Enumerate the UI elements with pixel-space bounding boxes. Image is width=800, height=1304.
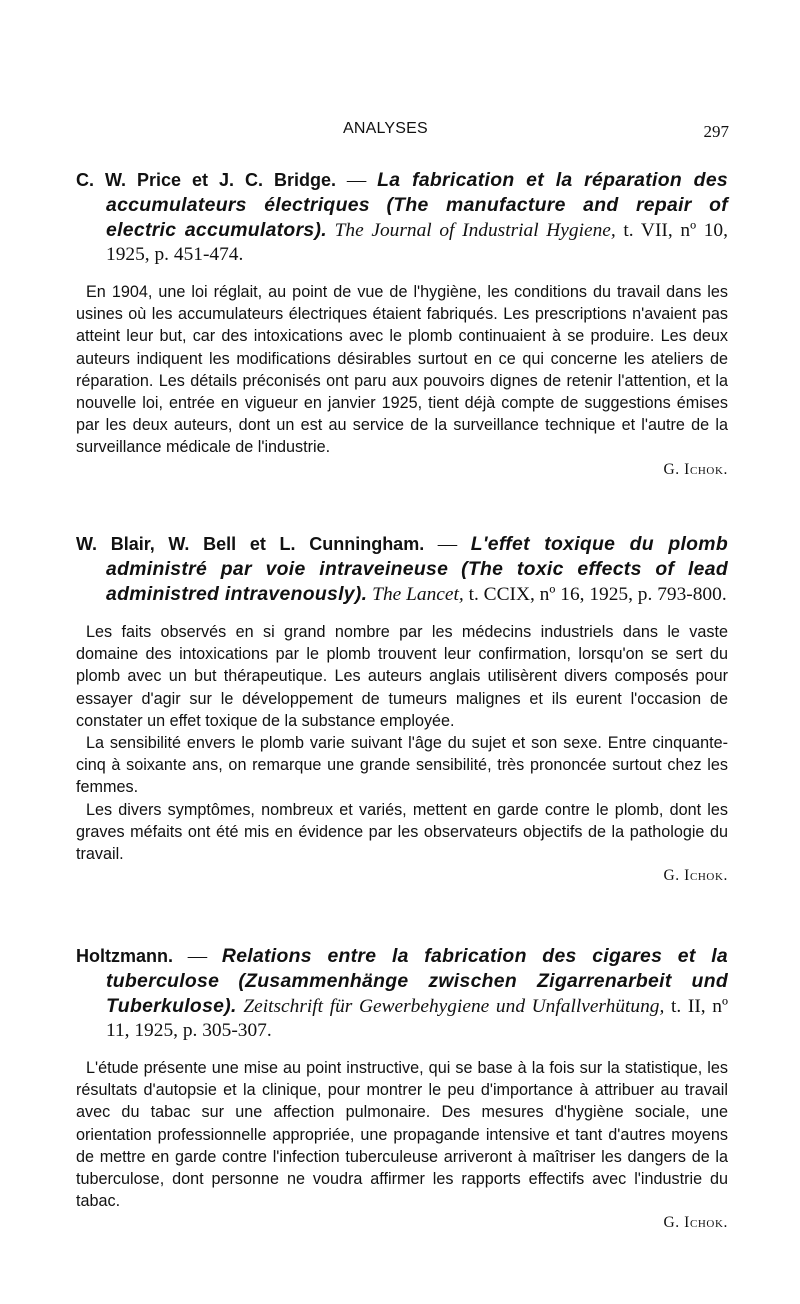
authors: C. W. Price et J. C. Bridge. [76, 170, 337, 190]
original-title: (The toxic effects of lead administred intravenously). [106, 558, 728, 605]
signature: G. Ichok. [663, 1214, 728, 1232]
dash: — [424, 534, 471, 555]
french-title: Relations entre la fabrication des cigares et la tuberculose [106, 945, 728, 992]
running-head [0, 120, 800, 144]
french-title: La fabrication et la réparation des accumulateurs électriques [106, 169, 728, 216]
citation-details: t. II, nº 11, 1925, p. 305-307. [106, 996, 728, 1041]
original-title: (The manufacture and repair of electric accumulators). [106, 194, 728, 241]
french-title: L'effet toxique du plomb administré par voie intraveineuse [106, 533, 728, 580]
citation [76, 944, 728, 1043]
running-head-title: ANALYSES [343, 120, 428, 137]
signature: G. Ichok. [663, 460, 728, 478]
review-entry-3 [76, 944, 728, 1232]
paragraph: Les faits observés en si grand nombre par les médecins industriels dans le vaste domaine des intoxications par le plomb trouvent leur confirmation, lorsqu'on se sert du plomb avec un but thérapeutique. Les auteurs anglais utilisèrent divers composés pour essayer d'agir sur le développement de tumeurs malignes et ils eurent l'occasion de constater un effet toxique de la substance employée. [76, 623, 728, 730]
journal-name: Zeitschrift für Gewerbehygiene und Unfallverhütung, [236, 996, 665, 1017]
review-entry-2 [76, 532, 728, 885]
paragraph: L'étude présente une mise au point instructive, qui se base à la fois sur la statistique, les résultats d'autopsie et la clinique, pour montrer le peu d'importance à attribuer au travail avec du tabac sur une affection pulmonaire. Des mesures d'hygiène sociale, une orientation professionnelle appropriée, une propagande intensive et tant d'autres moyens de mettre en garde contre l'infection tuberculeuse arriveront à maîtriser les dangers de la tuberculose, dont personne ne voudra affirmer les rapports effectifs avec l'industrie du tabac. [76, 1059, 728, 1211]
journal-name: The Lancet, [367, 584, 464, 605]
dash: — [336, 170, 378, 191]
citation-details: t. VII, nº 10, 1925, p. 451-474. [106, 220, 728, 265]
citation [76, 168, 728, 267]
journal-name: The Journal of Industrial Hygiene, [326, 220, 616, 241]
citation [76, 532, 728, 607]
page-number: 297 [703, 122, 729, 141]
authors: W. Blair, W. Bell et L. Cunningham. [76, 534, 425, 554]
paragraph: Les divers symptômes, nombreux et variés, mettent en garde contre le plomb, dont les graves méfaits ont été mis en évidence par les observateurs objectifs de la pathologie du travail. [76, 800, 728, 864]
review-body [76, 1057, 728, 1212]
paragraph: La sensibilité envers le plomb varie suivant l'âge du sujet et son sexe. Entre cinquante-cinq à soixante ans, on remarque une grande sensibilité, très prononcée surtout chez les femmes. [76, 734, 728, 797]
citation-details: t. CCIX, nº 16, 1925, p. 793-800. [463, 584, 727, 605]
review-entry-1 [76, 168, 728, 479]
review-body [76, 621, 728, 865]
authors: Holtzmann. [76, 946, 173, 966]
dash: — [173, 946, 222, 967]
review-body [76, 281, 728, 459]
paragraph: En 1904, une loi réglait, au point de vue de l'hygiène, les conditions du travail dans les usines où les accumulateurs électriques étaient fabriqués. Les prescriptions n'avaient pas atteint leur but, car des intoxications avec le plomb continuaient à se produire. Les deux auteurs indiquent les modifications désirables surtout en ce qui concerne les ateliers de réparation. Les détails préconisés ont paru aux pouvoirs dignes de retenir l'attention, et la nouvelle loi, entrée en vigueur en janvier 1925, tient déjà compte de suggestions émises par les deux auteurs, dont un est au service de la surveillance technique et l'autre de la surveillance médicale de l'industrie. [76, 283, 728, 457]
signature: G. Ichok. [663, 867, 728, 885]
original-title: (Zusammenhänge zwischen Zigarrenarbeit und Tuberkulose). [106, 970, 728, 1017]
